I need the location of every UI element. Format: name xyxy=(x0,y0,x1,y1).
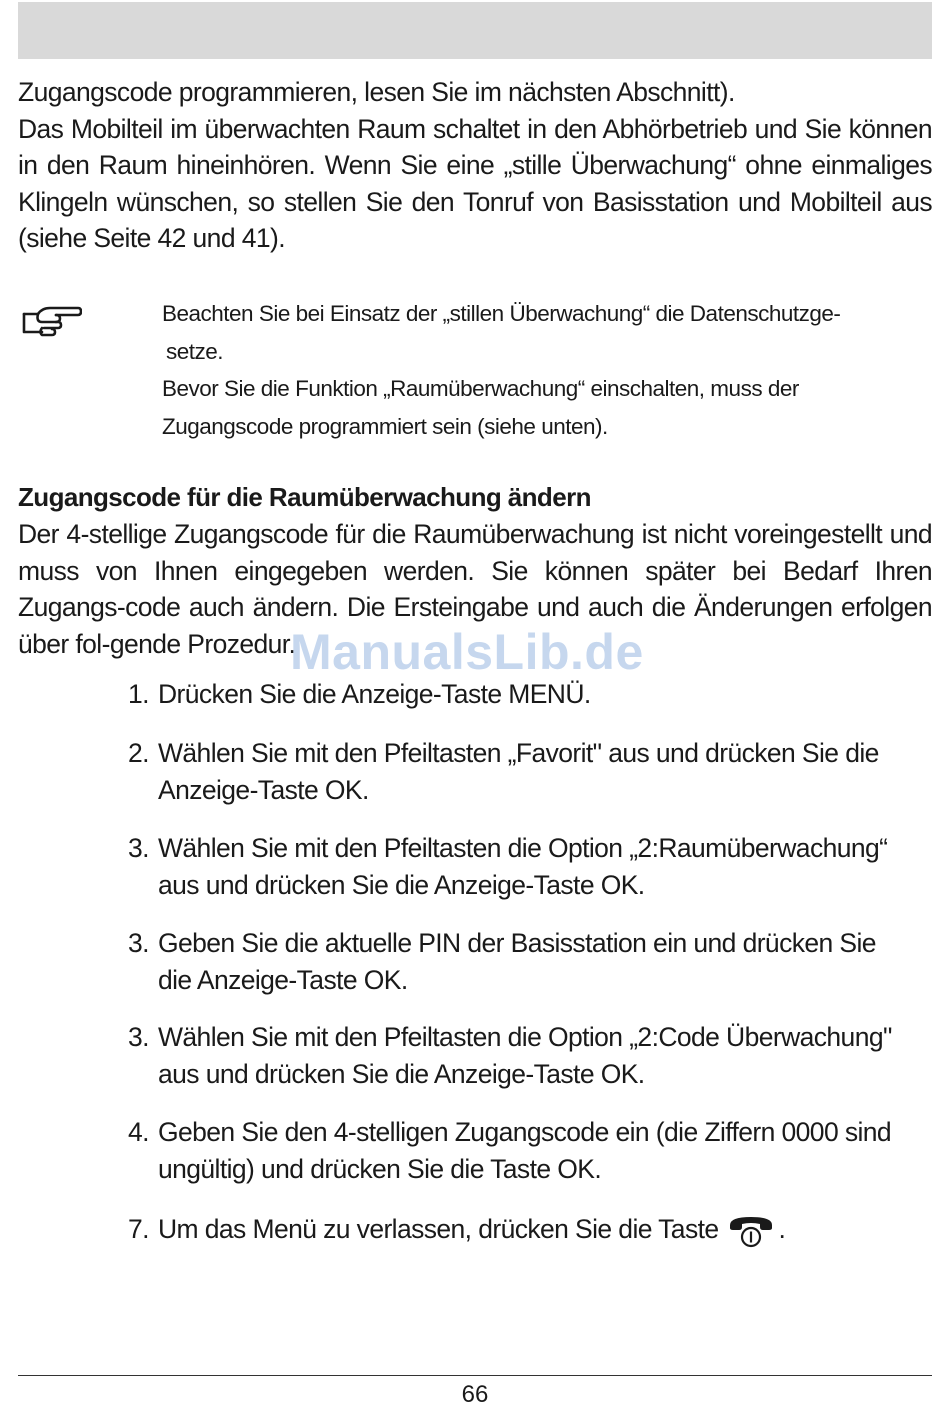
step-text-continued: aus und drücken Sie die Anzeige-Taste OK. xyxy=(158,869,645,900)
page-number: 66 xyxy=(461,1381,489,1408)
step-item xyxy=(128,925,918,998)
step-number: 3. xyxy=(128,928,149,958)
phone-end-icon xyxy=(727,1212,775,1248)
step-text: Drücken Sie die Anzeige-Taste MENÜ. xyxy=(158,679,591,709)
intro-text xyxy=(18,74,932,257)
step-item xyxy=(128,1019,918,1092)
note-block-1 xyxy=(162,295,922,370)
header-bar xyxy=(18,2,932,59)
step-text: Wählen Sie mit den Pfeiltasten die Option „2:Raumüberwachung“ xyxy=(158,833,888,863)
step-text: Geben Sie den 4-stelligen Zugangscode ein (die Ziffern 0000 sind xyxy=(158,1117,892,1147)
step-item xyxy=(128,1114,918,1187)
note-line-4: Zugangscode programmiert sein (siehe unten). xyxy=(162,413,608,439)
step-text-continued: aus und drücken Sie die Anzeige-Taste OK. xyxy=(158,1058,645,1089)
step-text: Um das Menü zu verlassen, drücken Sie die Taste xyxy=(158,1214,719,1244)
step-number: 4. xyxy=(128,1117,149,1147)
step-item xyxy=(128,1211,918,1248)
step-text-continued: die Anzeige-Taste OK. xyxy=(158,964,408,995)
step-text: Wählen Sie mit den Pfeiltasten „Favorit" aus und drücken Sie die xyxy=(158,738,879,768)
note-line-1: Beachten Sie bei Einsatz der „stillen Überwachung“ die Datenschutzge- xyxy=(162,301,841,326)
intro-paragraph-2: Das Mobilteil im überwachten Raum schaltet in den Abhörbetrieb und Sie können in den Raum hineinhören. Wenn Sie eine „stille Überwachung“ ohne einmaliges Klingeln wünschen, so stellen Sie den Tonruf von Basisstation und Mobilteil aus (siehe Seite 42 und 41). xyxy=(18,113,932,253)
step-suffix: . xyxy=(778,1214,786,1244)
step-number: 3. xyxy=(128,1022,149,1052)
step-number: 7. xyxy=(128,1214,149,1244)
step-text-continued: ungültig) und drücken Sie die Taste OK. xyxy=(158,1153,602,1184)
footer-rule xyxy=(18,1375,932,1376)
pointing-hand-icon xyxy=(18,302,82,338)
step-text: Wählen Sie mit den Pfeiltasten die Option „2:Code Überwachung" xyxy=(158,1022,892,1052)
note-line-2: setze. xyxy=(166,338,224,364)
intro-line-1: Zugangscode programmieren, lesen Sie im nächsten Abschnitt). xyxy=(18,77,735,107)
step-number: 2. xyxy=(128,738,149,768)
step-text-continued: Anzeige-Taste OK. xyxy=(158,774,369,805)
note-block-2 xyxy=(162,370,922,445)
step-number: 3. xyxy=(128,833,149,863)
note-line-3: Bevor Sie die Funktion „Raumüberwachung“ einschalten, muss der xyxy=(162,376,799,401)
section-title: Zugangscode für die Raumüberwachung ändern xyxy=(18,482,591,512)
watermark: ManualsLib.de xyxy=(290,624,644,680)
step-item xyxy=(128,676,918,713)
step-item xyxy=(128,735,918,808)
step-item xyxy=(128,830,918,903)
section-body: Der 4-stellige Zugangscode für die Raumüberwachung ist nicht voreingestellt und muss von Ihnen eingegeben werden. Sie können später bei Bedarf Ihren Zugangs-code auch ändern. Die Ersteingabe und auch die Änderungen erfolgen über fol-gende Prozedur. xyxy=(18,519,932,659)
step-number: 1. xyxy=(128,679,149,709)
step-text: Geben Sie die aktuelle PIN der Basisstation ein und drücken Sie xyxy=(158,928,876,958)
